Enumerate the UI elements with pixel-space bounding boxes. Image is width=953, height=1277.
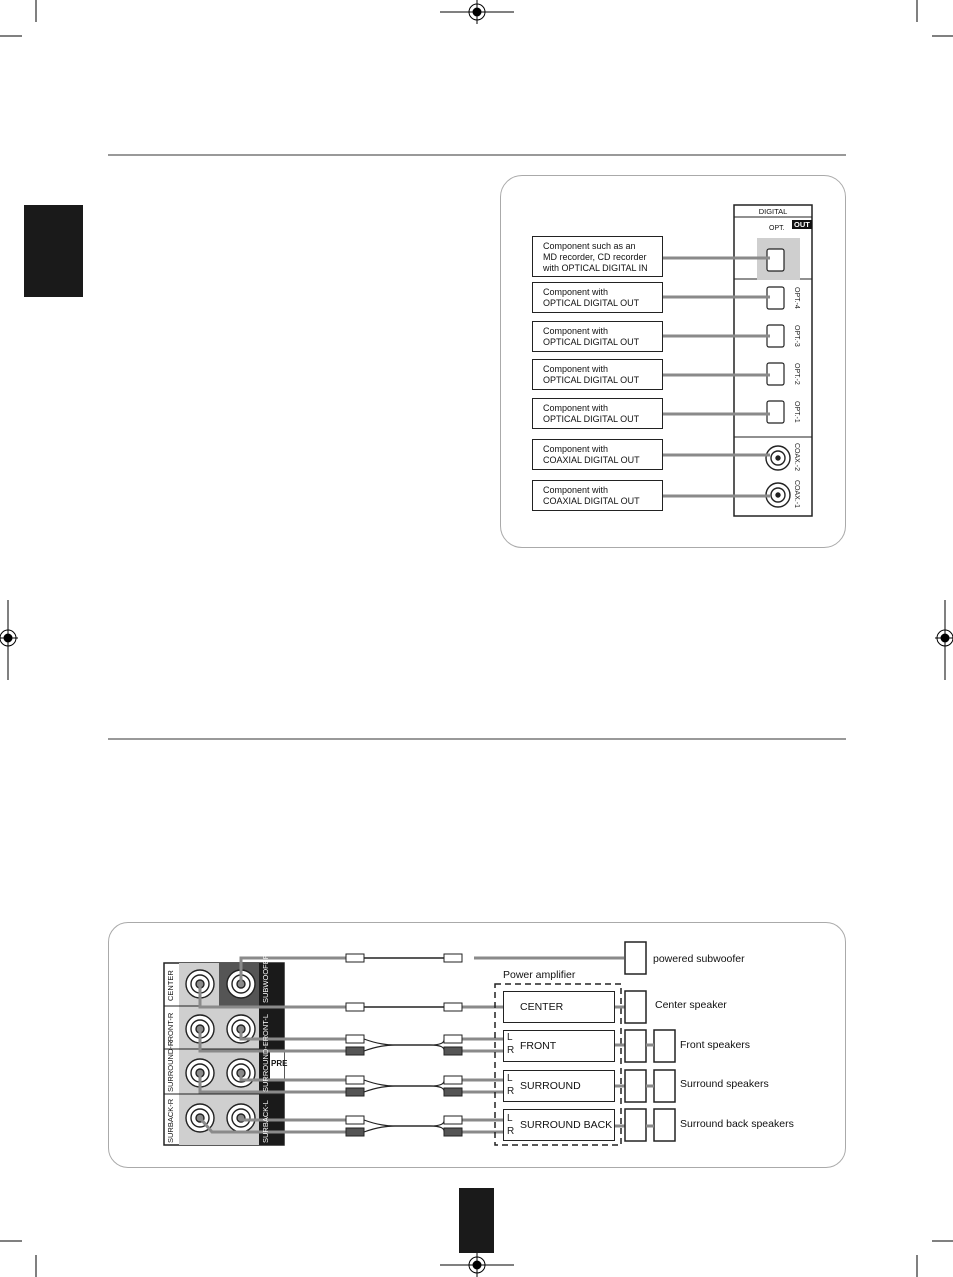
opt-label: OPT. bbox=[769, 225, 785, 232]
jack-label-front-r: FRONT-R bbox=[166, 1012, 175, 1046]
speaker-label-center: Center speaker bbox=[655, 999, 727, 1011]
surround-back-right-marker: R bbox=[507, 1126, 515, 1137]
digital-header: DIGITAL bbox=[758, 207, 788, 216]
out-badge: OUT bbox=[794, 220, 810, 229]
component-md-cd-recorder: Component such as an MD recorder, CD recorder with OPTICAL DIGITAL IN bbox=[532, 236, 663, 277]
speaker-links bbox=[646, 1045, 654, 1126]
jack-label-opt-3: OPT.-3 bbox=[793, 325, 800, 347]
jack-label-opt-1: OPT.-1 bbox=[793, 401, 800, 423]
jack-label-coax-2: COAX.-2 bbox=[793, 443, 800, 472]
surround-back-left-marker: L bbox=[507, 1113, 513, 1124]
pre-badge: PRE bbox=[271, 1059, 288, 1068]
jack-label-opt-2: OPT.-2 bbox=[793, 363, 800, 385]
front-left-marker: L bbox=[507, 1032, 513, 1043]
component-coaxial-out-2: Component with COAXIAL DIGITAL OUT bbox=[532, 480, 663, 511]
jack-label-surback-l: SURBACK-L bbox=[261, 1100, 270, 1143]
component-optical-out-3: Component with OPTICAL DIGITAL OUT bbox=[532, 359, 663, 390]
jack-label-center: CENTER bbox=[166, 970, 175, 1001]
jack-label-surround-r: SURROUND-R bbox=[166, 1040, 175, 1092]
jack-label-opt-4: OPT.-4 bbox=[793, 287, 800, 309]
amp-channel-center: CENTER bbox=[503, 991, 615, 1023]
surround-left-marker: L bbox=[507, 1073, 513, 1084]
front-right-marker: R bbox=[507, 1045, 515, 1056]
speaker-boxes bbox=[625, 942, 675, 1141]
jack-label-surback-r: SURBACK-R bbox=[166, 1098, 175, 1143]
amp-speaker-cables bbox=[615, 1007, 625, 1126]
component-optical-out-1: Component with OPTICAL DIGITAL OUT bbox=[532, 282, 663, 313]
amp-channel-surround-back: SURROUND BACK bbox=[503, 1109, 615, 1141]
jack-label-coax-1: COAX.-1 bbox=[793, 480, 800, 509]
component-optical-out-4: Component with OPTICAL DIGITAL OUT bbox=[532, 398, 663, 429]
surround-right-marker: R bbox=[507, 1086, 515, 1097]
amp-channel-surround: SURROUND bbox=[503, 1070, 615, 1102]
jack-label-subwoofer: SUBWOOFER bbox=[261, 953, 270, 1003]
jack-label-surround-l: SURROUND-L bbox=[261, 1041, 270, 1092]
speaker-label-surround-back: Surround back speakers bbox=[680, 1118, 794, 1130]
component-optical-out-2: Component with OPTICAL DIGITAL OUT bbox=[532, 321, 663, 352]
speaker-label-subwoofer: powered subwoofer bbox=[653, 953, 745, 965]
power-amplifier-title: Power amplifier bbox=[503, 969, 576, 981]
jack-label-front-l: FRONT-L bbox=[261, 1013, 270, 1046]
amp-channel-front: FRONT bbox=[503, 1030, 615, 1062]
component-coaxial-out-1: Component with COAXIAL DIGITAL OUT bbox=[532, 439, 663, 470]
speaker-label-front: Front speakers bbox=[680, 1039, 751, 1051]
speaker-label-surround: Surround speakers bbox=[680, 1078, 769, 1090]
